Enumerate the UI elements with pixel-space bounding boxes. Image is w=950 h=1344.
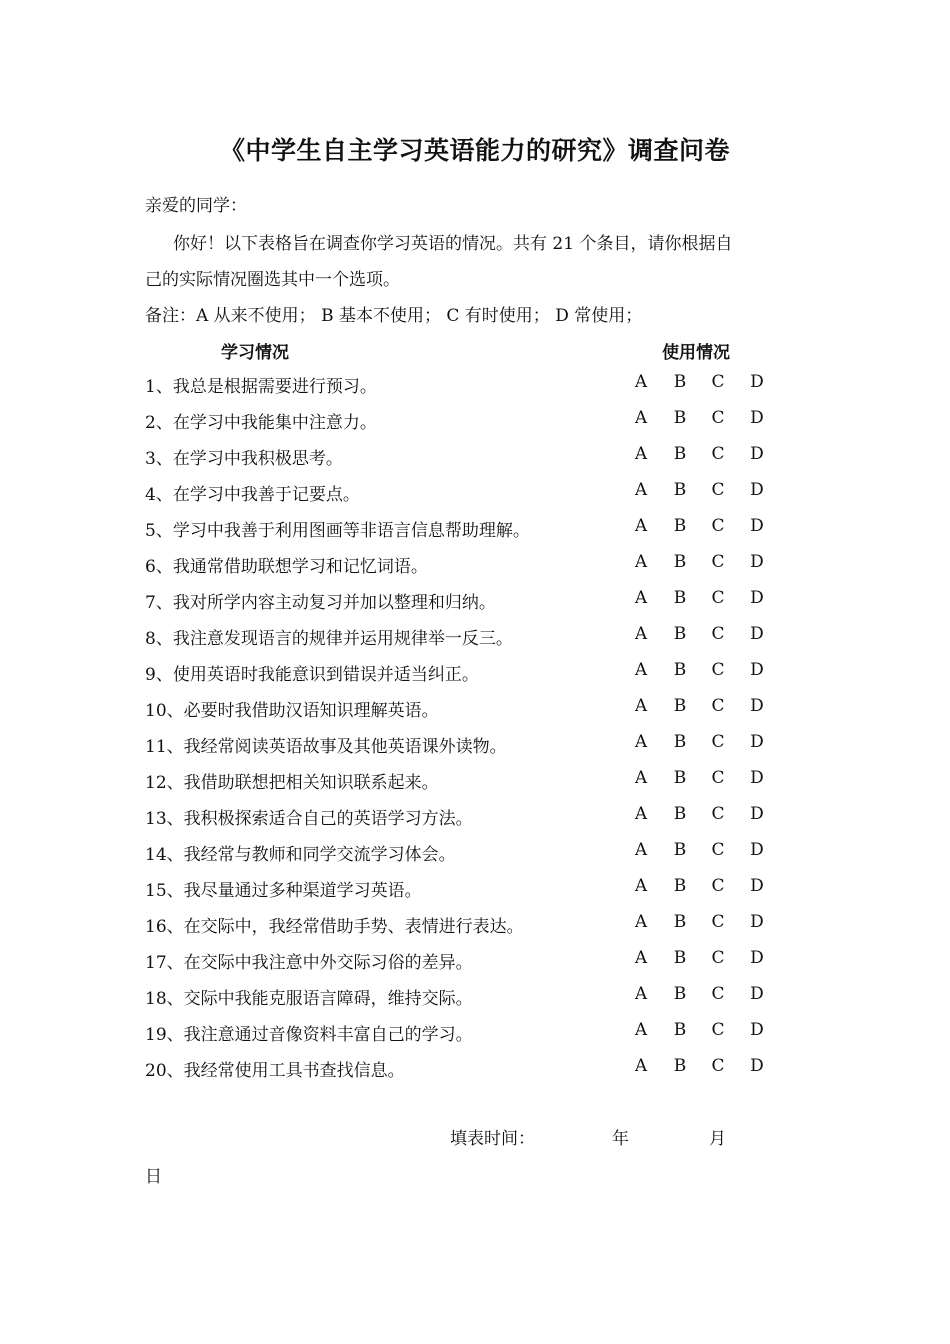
question-row [145,372,785,408]
option-c[interactable]: C [711,444,725,464]
option-c[interactable]: C [711,480,725,500]
question-text: 15、我尽量通过多种渠道学习英语。 [145,881,422,901]
question-list [145,372,785,1092]
option-c[interactable]: C [711,660,725,680]
option-b[interactable]: B [673,840,687,860]
question-text: 18、交际中我能克服语言障碍，维持交际。 [145,989,473,1009]
option-d[interactable]: D [750,804,764,824]
option-b[interactable]: B [673,912,687,932]
question-row [145,1020,785,1056]
option-a[interactable]: A [634,696,648,716]
option-b[interactable]: B [673,588,687,608]
option-c[interactable]: C [711,552,725,572]
option-b[interactable]: B [673,696,687,716]
question-row [145,408,785,444]
question-row [145,732,785,768]
greeting: 亲爱的同学： [145,196,247,216]
question-row [145,588,785,624]
option-d[interactable]: D [750,552,764,572]
question-row [145,480,785,516]
option-b[interactable]: B [673,1056,687,1076]
option-c[interactable]: C [711,984,725,1004]
option-a[interactable]: A [634,552,648,572]
option-b[interactable]: B [673,624,687,644]
option-d[interactable]: D [750,876,764,896]
intro-line-2: 己的实际情况圈选其中一个选项。 [145,270,400,290]
option-a[interactable]: A [634,516,648,536]
option-c[interactable]: C [711,948,725,968]
option-a[interactable]: A [634,408,648,428]
option-d[interactable]: D [750,1020,764,1040]
question-row [145,984,785,1020]
option-a[interactable]: A [634,732,648,752]
column-header-usage: 使用情况 [662,343,730,363]
option-b[interactable]: B [673,984,687,1004]
question-row [145,444,785,480]
question-row [145,804,785,840]
option-c[interactable]: C [711,372,725,392]
option-b[interactable]: B [673,516,687,536]
option-a[interactable]: A [634,372,648,392]
option-c[interactable]: C [711,840,725,860]
question-row [145,696,785,732]
option-c[interactable]: C [711,624,725,644]
option-a[interactable]: A [634,480,648,500]
option-c[interactable]: C [711,696,725,716]
option-c[interactable]: C [711,876,725,896]
option-d[interactable]: D [750,1056,764,1076]
question-text: 20、我经常使用工具书查找信息。 [145,1061,405,1081]
option-d[interactable]: D [750,660,764,680]
option-b[interactable]: B [673,768,687,788]
question-text: 1、我总是根据需要进行预习。 [145,377,377,397]
option-c[interactable]: C [711,1020,725,1040]
option-b[interactable]: B [673,732,687,752]
option-c[interactable]: C [711,1056,725,1076]
question-text: 5、学习中我善于利用图画等非语言信息帮助理解。 [145,521,530,541]
question-text: 8、我注意发现语言的规律并运用规律举一反三。 [145,629,513,649]
fill-date-year: 年 [612,1129,629,1149]
option-c[interactable]: C [711,768,725,788]
option-a[interactable]: A [634,912,648,932]
option-a[interactable]: A [634,840,648,860]
question-text: 3、在学习中我积极思考。 [145,449,343,469]
option-c[interactable]: C [711,732,725,752]
option-d[interactable]: D [750,516,764,536]
option-d[interactable]: D [750,984,764,1004]
intro-line-1: 你好！以下表格旨在调查你学习英语的情况。共有 21 个条目，请你根据自 [173,234,733,254]
question-text: 10、必要时我借助汉语知识理解英语。 [145,701,439,721]
option-d[interactable]: D [750,948,764,968]
option-b[interactable]: B [673,876,687,896]
question-row [145,552,785,588]
question-row [145,624,785,660]
fill-date-day: 日 [145,1167,162,1187]
option-b[interactable]: B [673,372,687,392]
option-a[interactable]: A [634,444,648,464]
option-b[interactable]: B [673,660,687,680]
option-b[interactable]: B [673,948,687,968]
question-text: 11、我经常阅读英语故事及其他英语课外读物。 [145,737,507,757]
option-b[interactable]: B [673,480,687,500]
question-text: 16、在交际中，我经常借助手势、表情进行表达。 [145,917,524,937]
page-title: 《中学生自主学习英语能力的研究》调查问卷 [219,136,730,165]
option-a[interactable]: A [634,984,648,1004]
option-b[interactable]: B [673,552,687,572]
question-row [145,840,785,876]
option-b[interactable]: B [673,1020,687,1040]
fill-date-label: 填表时间： [450,1129,535,1149]
option-a[interactable]: A [634,804,648,824]
option-b[interactable]: B [673,444,687,464]
option-a[interactable]: A [634,876,648,896]
option-d[interactable]: D [750,696,764,716]
question-text: 6、我通常借助联想学习和记忆词语。 [145,557,428,577]
option-d[interactable]: D [750,732,764,752]
option-d[interactable]: D [750,588,764,608]
question-row [145,876,785,912]
option-a[interactable]: A [634,768,648,788]
question-text: 7、我对所学内容主动复习并加以整理和归纳。 [145,593,496,613]
fill-date-month: 月 [709,1129,726,1149]
option-a[interactable]: A [634,660,648,680]
question-text: 12、我借助联想把相关知识联系起来。 [145,773,439,793]
options-note: 备注：A 从来不使用； B 基本不使用； C 有时使用； D 常使用； [145,306,643,326]
question-row [145,1056,785,1092]
option-d[interactable]: D [750,372,764,392]
option-d[interactable]: D [750,480,764,500]
question-row [145,660,785,696]
question-row [145,516,785,552]
question-text: 9、使用英语时我能意识到错误并适当纠正。 [145,665,479,685]
option-a[interactable]: A [634,588,648,608]
question-row [145,948,785,984]
question-text: 19、我注意通过音像资料丰富自己的学习。 [145,1025,473,1045]
option-a[interactable]: A [634,948,648,968]
option-d[interactable]: D [750,840,764,860]
option-b[interactable]: B [673,804,687,824]
question-text: 4、在学习中我善于记要点。 [145,485,360,505]
question-text: 2、在学习中我能集中注意力。 [145,413,377,433]
option-c[interactable]: C [711,912,725,932]
option-b[interactable]: B [673,408,687,428]
option-c[interactable]: C [711,588,725,608]
question-row [145,912,785,948]
option-a[interactable]: A [634,624,648,644]
option-c[interactable]: C [711,516,725,536]
option-d[interactable]: D [750,912,764,932]
option-a[interactable]: A [634,1020,648,1040]
option-c[interactable]: C [711,408,725,428]
option-a[interactable]: A [634,1056,648,1076]
question-text: 17、在交际中我注意中外交际习俗的差异。 [145,953,473,973]
column-header-study: 学习情况 [221,343,289,363]
option-d[interactable]: D [750,408,764,428]
option-d[interactable]: D [750,768,764,788]
question-text: 13、我积极探索适合自己的英语学习方法。 [145,809,473,829]
option-c[interactable]: C [711,804,725,824]
question-row [145,768,785,804]
option-d[interactable]: D [750,624,764,644]
question-text: 14、我经常与教师和同学交流学习体会。 [145,845,456,865]
option-d[interactable]: D [750,444,764,464]
